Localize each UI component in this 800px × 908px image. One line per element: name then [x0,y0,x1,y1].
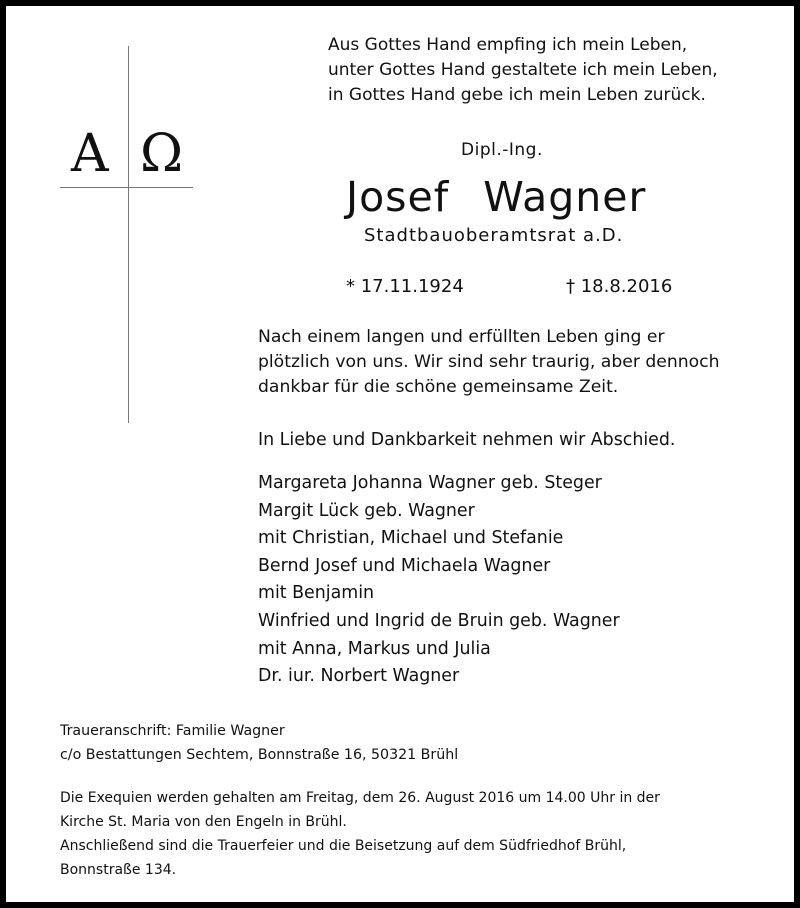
academic-title: Dipl.-Ing. [461,140,543,160]
message-line: dankbar für die schöne gemeinsame Zeit. [258,377,619,397]
deceased-name: Josef Wagner [346,173,647,221]
family-member: mit Anna, Markus und Julia [258,638,491,659]
family-member: mit Christian, Michael und Stefanie [258,528,564,549]
address-line: Traueranschrift: Familie Wagner [60,723,285,739]
family-member: Margareta Johanna Wagner geb. Steger [258,473,602,493]
farewell-line: In Liebe und Dankbarkeit nehmen wir Abschied. [258,430,676,450]
family-member: Bernd Josef und Michaela Wagner [258,555,551,576]
cross-horizontal-line [60,187,193,188]
mourning-address [60,719,458,767]
address-line: c/o Bestattungen Sechtem, Bonnstraße 16, 50321 Brühl [60,747,459,763]
omega-symbol: Ω [140,124,184,184]
birth-date: * 17.11.1924 [346,276,464,297]
death-date: † 18.8.2016 [566,276,673,297]
service-line: Anschließend sind die Trauerfeier und die Beisetzung auf dem Südfriedhof Brühl, [60,838,627,854]
condolence-message [258,325,720,400]
service-line: Kirche St. Maria von den Engeln in Brühl. [60,814,347,830]
family-member: Winfried und Ingrid de Bruin geb. Wagner [258,610,620,631]
message-line: plötzlich von uns. Wir sind sehr traurig, aber dennoch [258,352,720,372]
verse-line: unter Gottes Hand gestaltete ich mein Leben, [328,60,718,80]
family-member: Dr. iur. Norbert Wagner [258,666,460,687]
family-member: mit Benjamin [258,583,375,604]
deceased-position: Stadtbauoberamtsrat a.D. [364,225,624,246]
service-line: Die Exequien werden gehalten am Freitag, dem 26. August 2016 um 14.00 Uhr in der [60,790,660,806]
alpha-symbol: A [71,124,109,184]
verse-line: in Gottes Hand gebe ich mein Leben zurück. [328,85,706,105]
verse [328,33,718,108]
family-list [258,470,620,691]
service-details [60,786,660,882]
cross-vertical-line [128,46,129,423]
service-line: Bonnstraße 134. [60,862,177,878]
verse-line: Aus Gottes Hand empfing ich mein Leben, [328,35,688,55]
message-line: Nach einem langen und erfüllten Leben ging er [258,327,665,347]
family-member: Margit Lück geb. Wagner [258,500,475,521]
